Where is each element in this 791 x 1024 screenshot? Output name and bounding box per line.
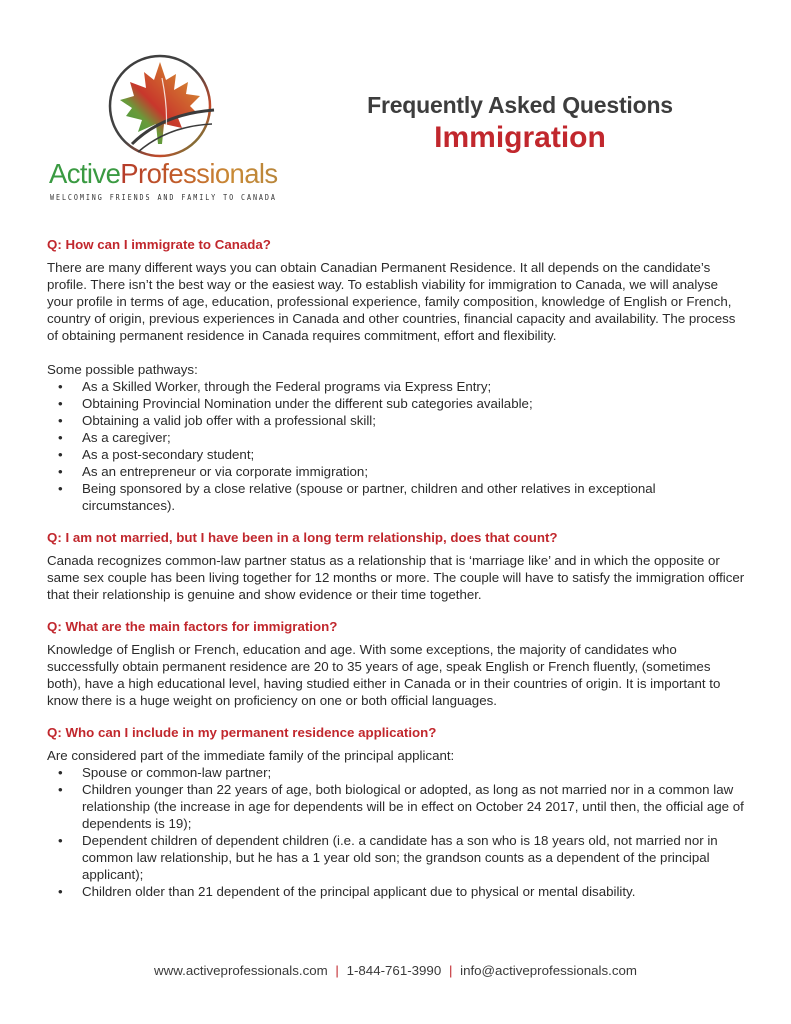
- faq-section-2: [47, 529, 747, 603]
- phone-link[interactable]: 1-844-761-3990: [346, 963, 442, 978]
- bullet-icon: •: [58, 884, 63, 899]
- faq-answer: There are many different ways you can obtain Canadian Permanent Residence. It all depends on the candidate’s profile. There isn’t the best way or the easiest way. To establish viability for immigration to Canada, we will analyse your profile in terms of age, education, professional experience, family composition, knowledge of English or French, country of origin, previous experiences in Canada and other countries, financial capacity and availability. The process of obtaining permanent residence in Canada requires commitment, effort and flexibility.: [47, 260, 736, 343]
- faq-answer: Are considered part of the immediate family of the principal applicant:: [47, 748, 455, 763]
- list-item: • Spouse or common-law partner;: [58, 765, 272, 780]
- page-header: [330, 92, 710, 155]
- bullet-icon: •: [58, 481, 63, 496]
- faq-content: [47, 236, 747, 915]
- brand-name-part1: Active: [49, 158, 121, 189]
- faq-answer: Canada recognizes common-law partner status as a relationship that is ‘marriage like’ and in which the opposite or same sex couple has been living together for 12 months or more. The couple will have to satisfy the immigration officer that their relationship is genuine and show evidence or their time together.: [47, 553, 745, 602]
- page-subtitle: Immigration: [434, 121, 606, 154]
- bullet-icon: •: [58, 379, 63, 394]
- faq-section-4: [47, 724, 747, 900]
- faq-section-1: [47, 236, 747, 514]
- footer: [0, 963, 791, 978]
- bullet-icon: •: [58, 430, 63, 445]
- list-item: • Dependent children of dependent children (i.e. a candidate has a son who is 18 years old, not married nor in common law relationship, but he has a 1 year old son; the grandson counts as a dependent of the principal applicant);: [58, 833, 718, 882]
- faq-answer: Knowledge of English or French, education and age. With some exceptions, the majority of candidates who successfully obtain permanent residence are 20 to 35 years of age, speak English or French fluently, (sometimes both), have a high educational level, having studied either in Canada or in their countries of origin. It is important to know there is a huge weight on proficiency on one or both official languages.: [47, 642, 721, 708]
- list-item: • Children younger than 22 years of age, both biological or adopted, as long as not married nor in a common law relationship (the increase in age for dependents will be in effect on October 24 2017, until then, the official age of dependents is 19);: [58, 782, 744, 831]
- faq-section-3: [47, 618, 747, 709]
- list-item: • As a Skilled Worker, through the Federal programs via Express Entry;: [58, 379, 492, 394]
- list-item: • Obtaining a valid job offer with a professional skill;: [58, 413, 376, 428]
- footer-separator: |: [335, 963, 339, 978]
- maple-leaf-circle-icon: [102, 52, 218, 160]
- faq-question: Q: How can I immigrate to Canada?: [47, 237, 271, 252]
- list-item: • As a post-secondary student;: [58, 447, 255, 462]
- list-item: • As a caregiver;: [58, 430, 171, 445]
- faq-question: Q: Who can I include in my permanent residence application?: [47, 725, 437, 740]
- bullet-icon: •: [58, 782, 63, 797]
- brand-name-part2: Professionals: [120, 158, 278, 189]
- list-item: • Being sponsored by a close relative (spouse or partner, children and other relatives in exceptional circumstances).: [58, 481, 656, 513]
- bullet-icon: •: [58, 833, 63, 848]
- bullet-icon: •: [58, 464, 63, 479]
- faq-question: Q: I am not married, but I have been in a long term relationship, does that count?: [47, 530, 558, 545]
- pathway-list: [47, 378, 747, 514]
- bullet-icon: •: [58, 447, 63, 462]
- website-link[interactable]: www.activeprofessionals.com: [154, 963, 328, 978]
- list-item: • As an entrepreneur or via corporate immigration;: [58, 464, 369, 479]
- list-item: • Children older than 21 dependent of the principal applicant due to physical or mental disability.: [58, 884, 636, 899]
- list-item: • Obtaining Provincial Nomination under the different sub categories available;: [58, 396, 533, 411]
- bullet-icon: •: [58, 413, 63, 428]
- footer-separator: |: [448, 963, 453, 978]
- faq-list-intro: Some possible pathways:: [47, 362, 198, 377]
- brand-tagline: WELCOMING FRIENDS AND FAMILY TO CANADA: [50, 192, 277, 202]
- bullet-icon: •: [58, 765, 63, 780]
- logo: [46, 52, 276, 207]
- family-list: [47, 764, 747, 900]
- brand-name: [49, 158, 278, 190]
- email-link[interactable]: info@activeprofessionals.com: [460, 963, 637, 978]
- bullet-icon: •: [58, 396, 63, 411]
- faq-question: Q: What are the main factors for immigration?: [47, 619, 338, 634]
- page-title: Frequently Asked Questions: [367, 92, 673, 118]
